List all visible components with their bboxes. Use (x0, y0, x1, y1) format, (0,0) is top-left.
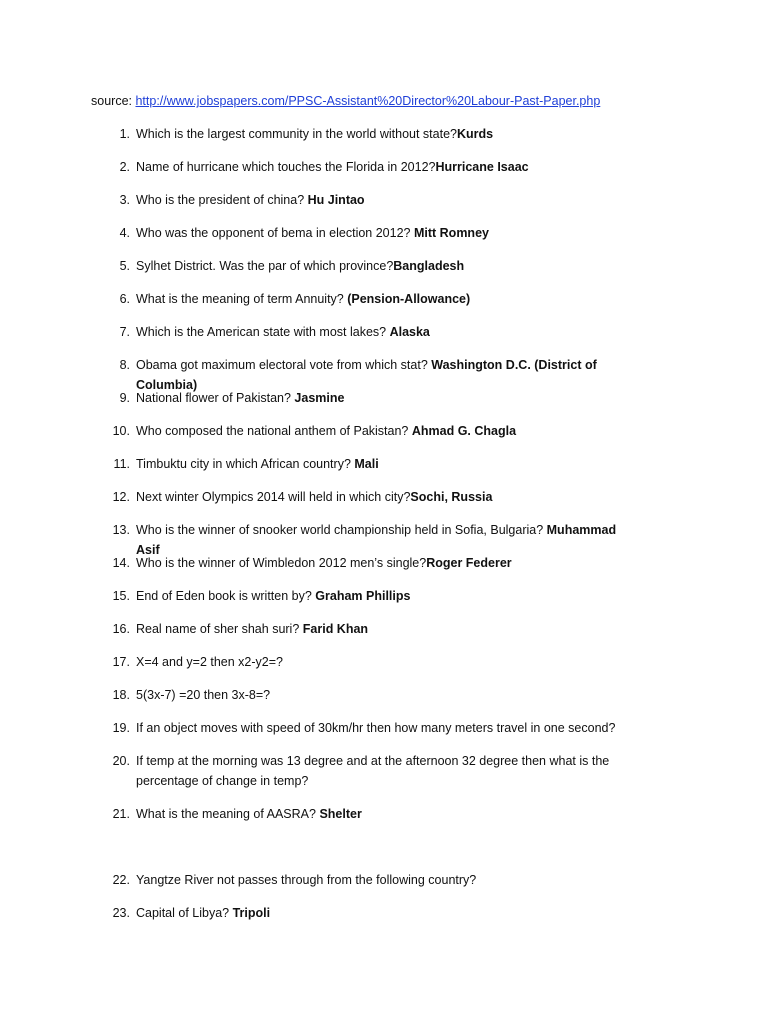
answer-text: Jasmine (294, 391, 345, 405)
question-number: 19. (112, 721, 130, 735)
question-text: Which is the largest community in the world without state? (136, 127, 457, 141)
source-label: source: (91, 94, 132, 108)
answer-text: Shelter (319, 807, 362, 821)
answer-text: (Pension-Allowance) (347, 292, 471, 306)
question-body (136, 388, 636, 408)
answer-text: Hu Jintao (307, 193, 365, 207)
question-body (136, 652, 636, 672)
question-body (136, 751, 636, 791)
question-number: 1. (119, 127, 130, 141)
question-body (136, 322, 636, 342)
question-body (136, 685, 636, 705)
question-body (136, 256, 636, 276)
question-text: Who is the president of china? (136, 193, 308, 207)
question-text: Timbuktu city in which African country? (136, 457, 355, 471)
question-body (136, 454, 636, 474)
answer-text: Alaska (389, 325, 430, 339)
question-text: Name of hurricane which touches the Florida in 2012? (136, 160, 436, 174)
question-body (136, 553, 636, 573)
answer-text: Mitt Romney (413, 226, 489, 240)
answer-text: Kurds (456, 127, 494, 141)
question-text: What is the meaning of AASRA? (136, 807, 320, 821)
question-text: If an object moves with speed of 30km/hr then how many meters travel in one second? (136, 721, 616, 735)
question-number: 8. (119, 358, 130, 372)
question-text: Yangtze River not passes through from the following country? (136, 873, 477, 887)
answer-text: Ahmad G. Chagla (411, 424, 517, 438)
question-number: 9. (119, 391, 130, 405)
source-link[interactable]: http://www.jobspapers.com/PPSC-Assistant%20Director%20Labour-Past-Paper.php (135, 94, 601, 108)
question-number: 17. (112, 655, 130, 669)
question-number: 7. (119, 325, 130, 339)
question-number: 14. (112, 556, 130, 570)
answer-text: Tripoli (232, 906, 271, 920)
question-body (136, 421, 636, 441)
question-number: 20. (112, 754, 130, 768)
question-number: 3. (119, 193, 130, 207)
question-body (136, 619, 636, 639)
question-text: If temp at the morning was 13 degree and at the afternoon 32 degree then what is the percentage of change in temp? (136, 754, 610, 788)
question-text: Which is the American state with most lakes? (136, 325, 390, 339)
question-text: National flower of Pakistan? (136, 391, 295, 405)
question-number: 5. (119, 259, 130, 273)
question-body (136, 289, 636, 309)
question-text: End of Eden book is written by? (136, 589, 316, 603)
question-text: Who was the opponent of bema in election 2012? (136, 226, 414, 240)
question-number: 21. (112, 807, 130, 821)
question-number: 6. (119, 292, 130, 306)
question-number: 18. (112, 688, 130, 702)
answer-text: Muhammad Asif (136, 523, 617, 557)
question-body (136, 190, 636, 210)
question-text: Who is the winner of snooker world championship held in Sofia, Bulgaria? (136, 523, 547, 537)
question-body (136, 124, 636, 144)
answer-text: Graham Phillips (315, 589, 411, 603)
question-body (136, 487, 636, 507)
question-text: Next winter Olympics 2014 will held in which city? (136, 490, 411, 504)
answer-text: Farid Khan (302, 622, 369, 636)
question-body (136, 223, 636, 243)
question-text: Obama got maximum electoral vote from which stat? (136, 358, 432, 372)
question-text: 5(3x-7) =20 then 3x-8=? (136, 688, 271, 702)
question-text: What is the meaning of term Annuity? (136, 292, 348, 306)
question-number: 22. (112, 873, 130, 887)
answer-text: Bangladesh (393, 259, 465, 273)
answer-text: Sochi, Russia (410, 490, 493, 504)
question-number: 10. (112, 424, 130, 438)
question-text: Sylhet District. Was the par of which province? (136, 259, 394, 273)
question-body (136, 804, 636, 824)
question-number: 16. (112, 622, 130, 636)
answer-text: Hurricane Isaac (435, 160, 529, 174)
question-text: X=4 and y=2 then x2-y2=? (136, 655, 283, 669)
question-body (136, 718, 636, 738)
question-number: 4. (119, 226, 130, 240)
question-number: 15. (112, 589, 130, 603)
question-body (136, 586, 636, 606)
question-number: 23. (112, 906, 130, 920)
answer-text: Washington D.C. (District of Columbia) (136, 358, 597, 392)
question-body (136, 157, 636, 177)
question-number: 12. (112, 490, 130, 504)
question-body (136, 903, 636, 923)
question-text: Real name of sher shah suri? (136, 622, 303, 636)
question-number: 13. (112, 523, 130, 537)
question-text: Who is the winner of Wimbledon 2012 men’s single? (136, 556, 427, 570)
answer-text: Mali (354, 457, 379, 471)
answer-text: Roger Federer (426, 556, 512, 570)
question-text: Capital of Libya? (136, 906, 233, 920)
question-text: Who composed the national anthem of Pakistan? (136, 424, 412, 438)
question-number: 11. (113, 457, 130, 471)
question-body (136, 870, 636, 890)
question-number: 2. (119, 160, 130, 174)
